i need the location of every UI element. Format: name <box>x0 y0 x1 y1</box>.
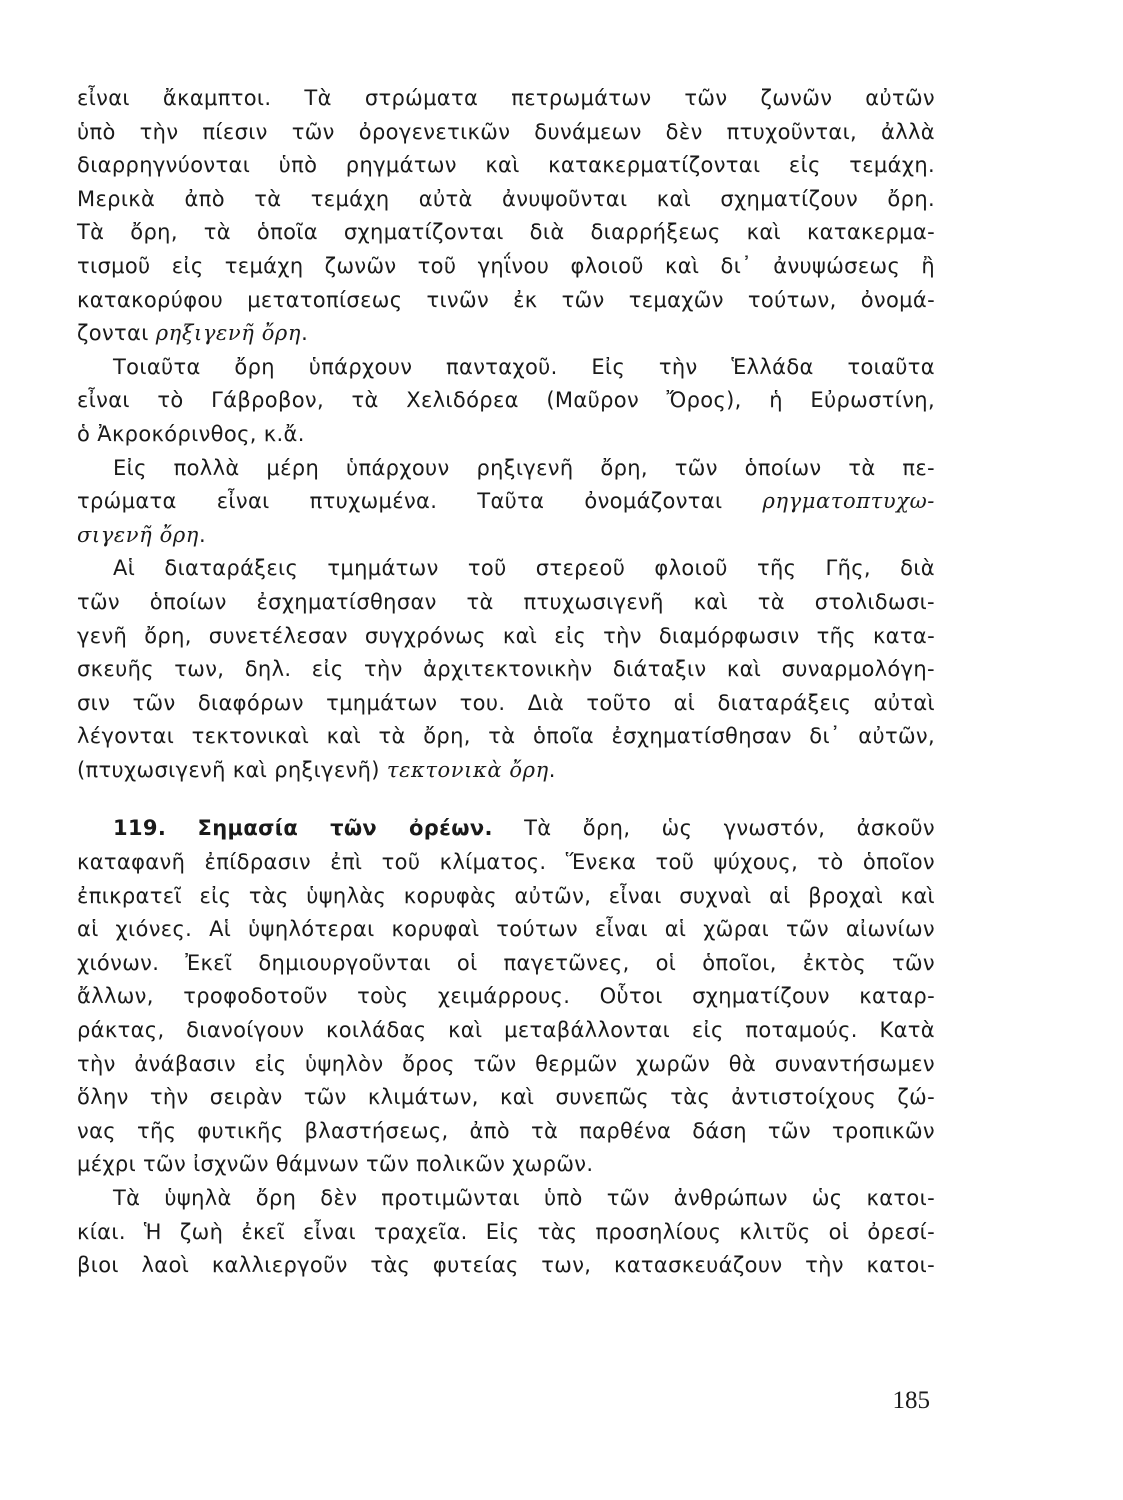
text: Εἰς πολλὰ μέρη ὑπάρχουν ρηξιγενῆ ὄρη, τῶν ὁποίων τὰ πε- <box>113 455 935 480</box>
text-line <box>77 149 935 183</box>
text: τὴν ἀνάβασιν εἰς ὑψηλὸν ὄρος τῶν θερμῶν χωρῶν θὰ συναντήσωμεν <box>77 1051 935 1076</box>
text: Τὰ ὄρη, τὰ ὁποῖα σχηματίζονται διὰ διαρρήξεως καὶ κατακερμα- <box>77 220 935 245</box>
text: . <box>548 757 556 782</box>
text-line <box>77 980 935 1014</box>
text-line <box>77 947 935 981</box>
text: ὑπὸ τὴν πίεσιν τῶν ὀρογενετικῶν δυνάμεων δὲν πτυχοῦνται, ἀλλὰ <box>77 119 935 144</box>
italic-term: τεκτονικὰ ὄρη <box>386 757 549 782</box>
text-line <box>77 913 935 947</box>
text: Αἱ διαταράξεις τμημάτων τοῦ στερεοῦ φλοιοῦ τῆς Γῆς, διὰ <box>113 556 935 581</box>
text-line <box>77 384 935 418</box>
text: ζονται <box>77 321 156 346</box>
text-line <box>77 284 935 318</box>
text-line <box>77 351 935 385</box>
paragraph-continuation <box>77 82 935 351</box>
italic-term: σιγενῆ ὄρη <box>77 522 199 547</box>
text-line <box>77 1115 935 1149</box>
text-line <box>77 586 935 620</box>
text-line <box>77 116 935 150</box>
text: ὅλην τὴν σειρὰν τῶν κλιμάτων, καὶ συνεπῶς τὰς ἀντιστοίχους ζώ- <box>77 1085 935 1110</box>
text: . <box>198 522 207 547</box>
text-line <box>77 754 935 788</box>
text: ράκτας, διανοίγουν κοιλάδας καὶ μεταβάλλονται εἰς ποταμούς. Κατὰ <box>77 1018 935 1043</box>
text-line <box>77 1048 935 1082</box>
italic-term: ρηγματοπτυχω- <box>762 489 935 514</box>
text: αἱ χιόνες. Αἱ ὑψηλότεραι κορυφαὶ τούτων εἶναι αἱ χῶραι τῶν αἰωνίων <box>77 917 935 942</box>
text-line <box>77 880 935 914</box>
text: (πτυχωσιγενῆ καὶ ρηξιγενῆ) <box>77 757 387 782</box>
text-line <box>77 552 935 586</box>
text: καταφανῆ ἐπίδρασιν ἐπὶ τοῦ κλίματος. Ἕνεκα τοῦ ψύχους, τὸ ὁποῖον <box>77 850 935 875</box>
text-line <box>77 846 935 880</box>
text-line <box>77 1182 935 1216</box>
text: ἐπικρατεῖ εἰς τὰς ὑψηλὰς κορυφὰς αὐτῶν, εἶναι συχναὶ αἱ βροχαὶ καὶ <box>77 883 935 908</box>
text: κατακορύφου μετατοπίσεως τινῶν ἐκ τῶν τεμαχῶν τούτων, ὀνομά- <box>77 287 935 312</box>
text: σιν τῶν διαφόρων τμημάτων του. Διὰ τοῦτο αἱ διαταράξεις αὐταὶ <box>77 690 935 715</box>
text-line <box>77 1216 935 1250</box>
text: μέχρι τῶν ἰσχνῶν θάμνων τῶν πολικῶν χωρῶν. <box>77 1152 594 1177</box>
text: χιόνων. Ἐκεῖ δημιουργοῦνται οἱ παγετῶνες, οἱ ὁποῖοι, ἐκτὸς τῶν <box>77 950 935 975</box>
text: γενῆ ὄρη, συνετέλεσαν συγχρόνως καὶ εἰς τὴν διαμόρφωσιν τῆς κατα- <box>77 623 935 648</box>
text-line <box>77 418 935 452</box>
text-line <box>77 216 935 250</box>
text-line <box>77 653 935 687</box>
section-title: Σημασία τῶν ὀρέων. <box>197 816 493 841</box>
text: σκευῆς των, δηλ. εἰς τὴν ἀρχιτεκτονικὴν διάταξιν καὶ συναρμολόγη- <box>77 657 935 682</box>
text-line <box>77 1081 935 1115</box>
text: Τοιαῦτα ὄρη ὑπάρχουν πανταχοῦ. Εἰς τὴν Ἑλλάδα τοιαῦτα <box>113 354 935 379</box>
text-line <box>77 519 935 553</box>
italic-term: ρηξιγενῆ ὄρη <box>155 321 302 346</box>
page-number: 185 <box>892 1387 930 1414</box>
text-line <box>77 317 935 351</box>
text: . <box>301 321 309 346</box>
text: Μερικὰ ἀπὸ τὰ τεμάχη αὐτὰ ἀνυψοῦνται καὶ σχηματίζουν ὄρη. <box>77 186 935 211</box>
paragraph <box>77 452 935 553</box>
text: νας τῆς φυτικῆς βλαστήσεως, ἀπὸ τὰ παρθένα δάση τῶν τροπικῶν <box>77 1118 935 1143</box>
text: κίαι. Ἡ ζωὴ ἐκεῖ εἶναι τραχεῖα. Εἰς τὰς προσηλίους κλιτῦς οἱ ὀρεσί- <box>77 1219 935 1244</box>
text: εἶναι ἄκαμπτοι. Τὰ στρώματα πετρωμάτων τῶν ζωνῶν αὐτῶν <box>77 86 935 110</box>
text-line <box>77 620 935 654</box>
paragraph <box>77 552 935 787</box>
text: τῶν ὁποίων ἐσχηματίσθησαν τὰ πτυχωσιγενῆ καὶ τὰ στολιδωσι- <box>77 589 935 614</box>
paragraph <box>77 351 935 452</box>
text: τισμοῦ εἰς τεμάχη ζωνῶν τοῦ γηΐνου φλοιοῦ καὶ δι᾽ ἀνυψώσεως ἢ <box>77 253 935 278</box>
text-line <box>77 82 935 116</box>
text-line <box>77 812 935 846</box>
text: Τὰ ὄρη, ὡς γνωστόν, ἀσκοῦν <box>524 816 935 841</box>
text: διαρρηγνύονται ὑπὸ ρηγμάτων καὶ κατακερματίζονται εἰς τεμάχη. <box>77 153 935 178</box>
text-line <box>77 250 935 284</box>
text: τρώματα εἶναι πτυχωμένα. Ταῦτα ὀνομάζονται <box>77 489 763 514</box>
paragraph <box>77 1182 935 1283</box>
page-body <box>77 82 935 1283</box>
text-line <box>77 687 935 721</box>
text: βιοι λαοὶ καλλιεργοῦν τὰς φυτείας των, κατασκευάζουν τὴν κατοι- <box>77 1253 935 1278</box>
text-line <box>77 183 935 217</box>
text: Τὰ ὑψηλὰ ὄρη δὲν προτιμῶνται ὑπὸ τῶν ἀνθρώπων ὡς κατοι- <box>113 1186 935 1210</box>
text-line <box>77 720 935 754</box>
section-number: 119. <box>113 816 167 841</box>
text: ἄλλων, τροφοδοτοῦν τοὺς χειμάρρους. Οὗτοι σχηματίζουν καταρ- <box>77 984 935 1009</box>
text-line <box>77 1014 935 1048</box>
text-line <box>77 485 935 519</box>
text: εἶναι τὸ Γάβροβον, τὰ Χελιδόρεα (Μαῦρον Ὄρος), ἡ Εὐρωστίνη, <box>77 388 935 413</box>
section-119 <box>77 812 935 1182</box>
text-line <box>77 1249 935 1283</box>
text: λέγονται τεκτονικαὶ καὶ τὰ ὄρη, τὰ ὁποῖα ἐσχηματίσθησαν δι᾽ αὐτῶν, <box>77 724 935 749</box>
text-line <box>77 1148 935 1182</box>
text: ὁ Ἀκροκόρινθος, κ.ἄ. <box>77 421 305 446</box>
text-line <box>77 452 935 486</box>
